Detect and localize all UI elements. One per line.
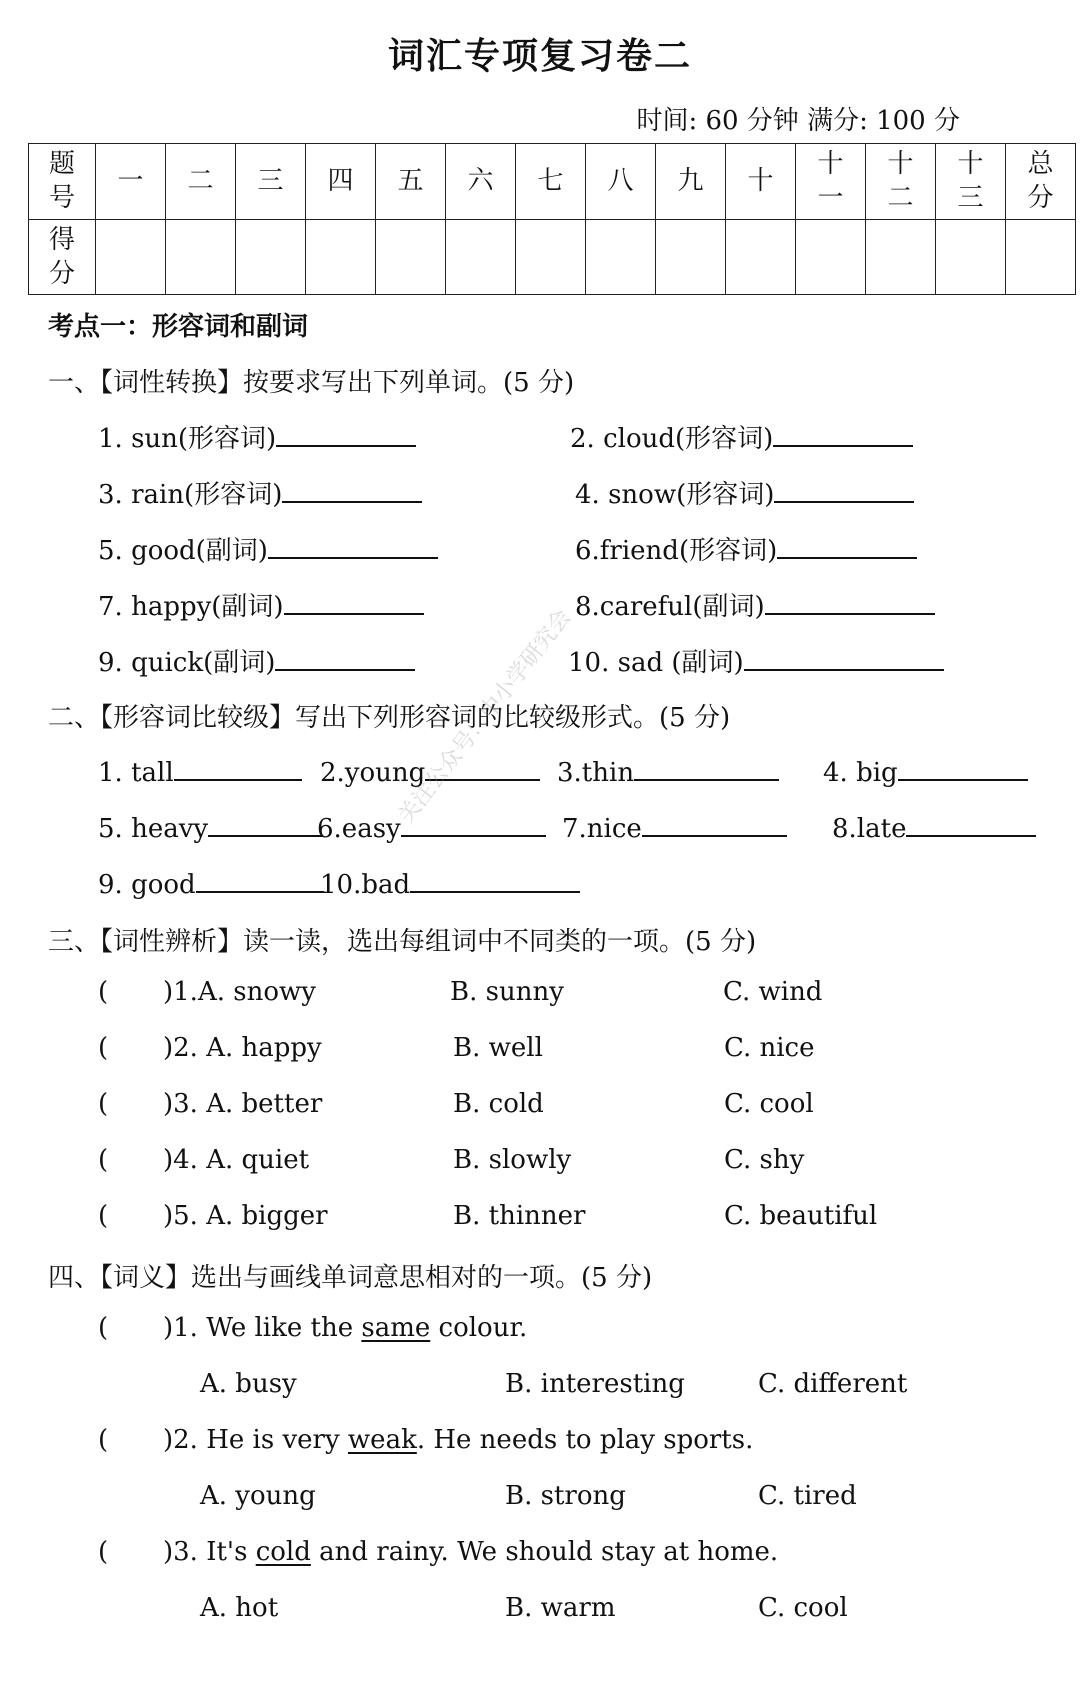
score-cell[interactable] — [166, 219, 236, 295]
s1-item: 10. sad (副词) — [568, 642, 944, 679]
s3-answer-paren[interactable]: ( — [98, 1089, 109, 1119]
s3-question: )3. A. better — [163, 1089, 323, 1119]
score-cell-total[interactable] — [1006, 219, 1076, 295]
s1-item: 1. sun(形容词) — [98, 418, 416, 455]
answer-blank[interactable] — [196, 865, 324, 893]
score-table — [28, 143, 1076, 295]
answer-blank[interactable] — [268, 531, 438, 559]
watermark: 关注公众号：中小学研究会 — [393, 605, 577, 829]
s2-item: 5. heavy — [98, 809, 323, 844]
score-cell[interactable] — [446, 219, 516, 295]
score-col: 四 — [306, 144, 376, 220]
score-col: 十 一 — [796, 144, 866, 220]
score-cell[interactable] — [586, 219, 656, 295]
score-table-header-row — [29, 144, 1076, 220]
score-cell[interactable] — [236, 219, 306, 295]
score-cell[interactable] — [936, 219, 1006, 295]
s3-option-b: B. slowly — [453, 1145, 572, 1175]
s4-option-b: B. strong — [505, 1481, 626, 1511]
s2-item: 10.bad — [320, 865, 580, 900]
score-cell[interactable] — [96, 219, 166, 295]
answer-blank[interactable] — [773, 419, 913, 447]
s4-option-c: C. tired — [758, 1481, 857, 1511]
s2-item: 9. good — [98, 865, 324, 900]
score-table-row-label: 得 分 — [29, 219, 96, 295]
s1-item: 9. quick(副词) — [98, 642, 415, 679]
s2-item: 6.easy — [317, 809, 546, 844]
score-col: 二 — [166, 144, 236, 220]
s3-question: )4. A. quiet — [163, 1145, 310, 1175]
s4-option-a: A. hot — [200, 1593, 279, 1623]
score-cell[interactable] — [656, 219, 726, 295]
score-col: 十 — [726, 144, 796, 220]
s3-question: )5. A. bigger — [163, 1201, 328, 1231]
s1-item: 3. rain(形容词) — [98, 474, 422, 511]
score-cell[interactable] — [306, 219, 376, 295]
s3-option-b: B. thinner — [453, 1201, 586, 1231]
score-col: 十 二 — [866, 144, 936, 220]
s2-item: 8.late — [832, 809, 1036, 844]
s4-option-b: B. warm — [505, 1593, 616, 1623]
exam-meta: 时间: 60 分钟 满分: 100 分 — [636, 106, 960, 136]
s4-option-b: B. interesting — [505, 1369, 685, 1399]
section-kaodian: 考点一：形容词和副词 — [48, 312, 309, 342]
s2-item: 1. tall — [98, 753, 302, 788]
underlined-word: same — [361, 1313, 431, 1343]
s3-option-b: B. sunny — [450, 977, 564, 1007]
underlined-word: weak — [347, 1425, 417, 1455]
s3-option-c: C. shy — [724, 1145, 805, 1175]
score-col: 九 — [656, 144, 726, 220]
score-col: 五 — [376, 144, 446, 220]
s1-item: 5. good(副词) — [98, 530, 438, 567]
s2-item: 7.nice — [562, 809, 787, 844]
underlined-word: cold — [255, 1537, 311, 1567]
answer-blank[interactable] — [282, 475, 422, 503]
s3-option-c: C. cool — [724, 1089, 814, 1119]
s3-option-b: B. well — [453, 1033, 543, 1063]
s2-item: 2.young — [320, 753, 540, 788]
section-1-heading: 一、【词性转换】按要求写出下列单词。(5 分) — [48, 368, 575, 398]
s4-question: )3. It's cold and rainy. We should stay at home. — [163, 1537, 779, 1567]
score-table-score-row — [29, 219, 1076, 295]
score-col: 八 — [586, 144, 656, 220]
answer-blank[interactable] — [276, 419, 416, 447]
s3-answer-paren[interactable]: ( — [98, 1033, 109, 1063]
score-cell[interactable] — [726, 219, 796, 295]
s3-question: )1.A. snowy — [163, 977, 316, 1007]
answer-blank[interactable] — [744, 643, 944, 671]
s4-answer-paren[interactable]: ( — [98, 1537, 109, 1567]
s4-question: )2. He is very weak. He needs to play sports. — [163, 1425, 754, 1455]
s3-option-c: C. wind — [723, 977, 823, 1007]
answer-blank[interactable] — [765, 587, 935, 615]
s3-answer-paren[interactable]: ( — [98, 1201, 109, 1231]
score-col-total: 总 分 — [1006, 144, 1076, 220]
score-cell[interactable] — [516, 219, 586, 295]
s4-option-a: A. busy — [200, 1369, 297, 1399]
score-col: 十 三 — [936, 144, 1006, 220]
s1-item: 8.careful(副词) — [575, 586, 935, 623]
s3-option-b: B. cold — [453, 1089, 544, 1119]
answer-blank[interactable] — [275, 643, 415, 671]
score-cell[interactable] — [866, 219, 936, 295]
s1-item: 7. happy(副词) — [98, 586, 424, 623]
s4-option-a: A. young — [200, 1481, 316, 1511]
answer-blank[interactable] — [208, 809, 323, 837]
answer-blank[interactable] — [898, 753, 1028, 781]
answer-blank[interactable] — [642, 809, 787, 837]
answer-blank[interactable] — [174, 753, 302, 781]
s4-option-c: C. different — [758, 1369, 908, 1399]
score-table-row-label: 题 号 — [29, 144, 96, 220]
s1-item: 4. snow(形容词) — [575, 474, 914, 511]
s2-item: 4. big — [823, 753, 1028, 788]
answer-blank[interactable] — [410, 865, 580, 893]
answer-blank[interactable] — [774, 475, 914, 503]
page-title: 词汇专项复习卷二 — [387, 35, 692, 77]
section-3-heading: 三、【词性辨析】读一读，选出每组词中不同类的一项。(5 分) — [48, 927, 757, 957]
s1-item: 2. cloud(形容词) — [570, 418, 913, 455]
s3-answer-paren[interactable]: ( — [98, 977, 109, 1007]
s1-item: 6.friend(形容词) — [575, 530, 917, 567]
answer-blank[interactable] — [777, 531, 917, 559]
score-col: 三 — [236, 144, 306, 220]
section-2-heading: 二、【形容词比较级】写出下列形容词的比较级形式。(5 分) — [48, 703, 731, 733]
s3-question: )2. A. happy — [163, 1033, 322, 1063]
s4-answer-paren[interactable]: ( — [98, 1313, 109, 1343]
score-col: 六 — [446, 144, 516, 220]
answer-blank[interactable] — [634, 753, 779, 781]
s4-answer-paren[interactable]: ( — [98, 1425, 109, 1455]
section-4-heading: 四、【词义】选出与画线单词意思相对的一项。(5 分) — [48, 1263, 653, 1293]
score-col: 七 — [516, 144, 586, 220]
score-col: 一 — [96, 144, 166, 220]
s4-question: )1. We like the same colour. — [163, 1313, 528, 1343]
score-cell[interactable] — [376, 219, 446, 295]
s3-option-c: C. nice — [724, 1033, 815, 1063]
s3-answer-paren[interactable]: ( — [98, 1145, 109, 1175]
score-cell[interactable] — [796, 219, 866, 295]
s4-option-c: C. cool — [758, 1593, 848, 1623]
s2-item: 3.thin — [557, 753, 779, 788]
s3-option-c: C. beautiful — [724, 1201, 878, 1231]
answer-blank[interactable] — [906, 809, 1036, 837]
answer-blank[interactable] — [284, 587, 424, 615]
